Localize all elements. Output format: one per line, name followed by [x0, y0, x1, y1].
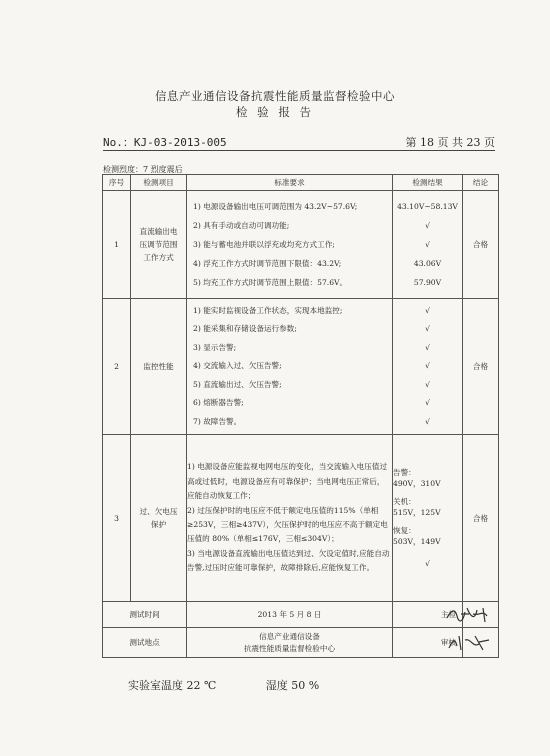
reviewer-label: 审核: [393, 628, 463, 658]
row-conclusion: 合格: [463, 191, 499, 299]
recover-label: 恢复：: [393, 525, 416, 535]
org-title: 信息产业通信设备抗震性能质量监督检验中心: [155, 89, 395, 103]
result-value: 57.90V: [413, 278, 442, 287]
result-value: √: [425, 398, 430, 408]
row-seq: 3: [103, 435, 131, 602]
lab-temperature: 实验室温度 22 ℃: [128, 679, 217, 692]
header-requirements: 标准要求: [187, 175, 393, 191]
row-seq: 2: [103, 299, 131, 435]
lab-humidity: 湿度 50 %: [265, 679, 320, 692]
row-results: [393, 191, 463, 299]
row-item: 过、欠电压保护: [131, 435, 187, 602]
test-time-row: [103, 602, 499, 628]
inspector-label: 主检: [393, 602, 463, 628]
table-row: [103, 435, 499, 602]
requirement-line: 4) 交流输入过、欠压告警;: [193, 361, 282, 371]
test-place-line1: 信息产业通信设备: [259, 631, 320, 641]
header-result: 检测结果: [393, 175, 463, 191]
alarm-result: [393, 467, 462, 490]
page-info: 第 18 页 共 23 页: [405, 136, 495, 149]
table-row: [103, 299, 499, 435]
result-value: 43.10V~58.13V: [397, 202, 458, 211]
row-conclusion: 合格: [463, 299, 499, 435]
requirement-line: 2) 具有手动或自动可调功能;: [193, 221, 290, 230]
requirement-line: 7) 故障告警。: [193, 416, 242, 426]
lab-conditions: [128, 677, 319, 693]
inspection-table: [102, 174, 499, 658]
requirement-paragraph: 3) 当电源设备直流输出电压值达到过、欠设定值时,应能自动告警,过压时应能可靠保护，故障排除后,应能恢复工作。: [187, 548, 390, 573]
result-value: 43.06V: [413, 259, 442, 268]
report-number: No.：KJ-03-2013-005: [103, 136, 227, 149]
result-value: √: [425, 342, 430, 352]
row-seq: 1: [103, 191, 131, 299]
result-value: √: [425, 240, 430, 249]
signature-icon: [445, 632, 495, 654]
shutdown-result: [393, 496, 462, 519]
alarm-values: 490V，310V: [393, 479, 441, 489]
row-requirements: [187, 435, 393, 602]
row-requirements: [187, 299, 393, 435]
requirement-line: 1) 电源设备输出电压可调范围为 43.2V~57.6V;: [193, 202, 358, 211]
result-value: √: [425, 306, 430, 316]
table-header-row: [103, 175, 499, 191]
row-conclusion: 合格: [463, 435, 499, 602]
check-mark: √: [425, 558, 430, 568]
report-title: 检 验 报 告: [236, 105, 314, 119]
inspector-signature: [463, 602, 499, 628]
result-value: √: [425, 324, 430, 334]
row-results: [393, 299, 463, 435]
test-intensity: 检测烈度：7 烈度震后: [103, 165, 183, 174]
table-row: [103, 191, 499, 299]
result-value: √: [425, 361, 430, 371]
result-value: √: [425, 221, 430, 230]
row-results: [393, 435, 463, 602]
test-time-value: 2013 年 5 月 8 日: [187, 602, 393, 628]
requirement-paragraph: 2) 过压保护时的电压应不低于额定电压值的115%（单相≥253V，三相≥437V），欠压保护时的电压应不高于额定电压值的 80%（单相≤176V，三相≤304V）；: [187, 505, 388, 544]
result-value: √: [425, 379, 430, 389]
test-place-line2: 抗震性能质量监督检验中心: [243, 643, 336, 653]
requirement-line: 6) 熔断器告警;: [193, 398, 244, 408]
report-header-row: [103, 134, 495, 148]
requirement-line: 3) 能与蓄电池并联以浮充或均充方式工作;: [193, 240, 335, 249]
shutdown-values: 515V，125V: [393, 508, 441, 518]
requirement-line: 4) 浮充工作方式时调节范围下限值：43.2V;: [193, 259, 342, 268]
row-requirements: [187, 191, 393, 299]
header-item: 检测项目: [131, 175, 187, 191]
header-seq: 序号: [103, 175, 131, 191]
shutdown-label: 关机：: [393, 496, 416, 506]
row-item: 监控性能: [131, 299, 187, 435]
result-value: √: [425, 416, 430, 426]
requirement-paragraph: 1) 电源设备应能监视电网电压的变化，当交流输入电压值过高或过低时，电源设备应有可靠保护；当电网电压正常后，应能自动恢复工作；: [187, 462, 388, 501]
header-conclusion: 结论: [463, 175, 499, 191]
test-place-row: [103, 628, 499, 658]
test-place-label: 测试地点: [103, 628, 187, 658]
signature-icon: [443, 604, 497, 626]
header-divider: [103, 150, 495, 151]
test-place-value: [187, 628, 393, 658]
requirement-line: 5) 均充工作方式时调节范围上限值：57.6V。: [193, 278, 348, 287]
row-item: 直流输出电压调节范围工作方式: [131, 191, 187, 299]
recover-result: [393, 525, 462, 548]
requirement-line: 5) 直流输出过、欠压告警;: [193, 379, 282, 389]
reviewer-signature: [463, 628, 499, 658]
requirement-line: 3) 显示告警;: [193, 342, 237, 352]
requirement-line: 2) 能采集和存储设备运行参数;: [193, 324, 297, 334]
test-time-label: 测试时间: [103, 602, 187, 628]
recover-values: 503V，149V: [393, 537, 441, 547]
requirement-line: 1) 能实时监视设备工作状态，实现本地监控;: [193, 306, 343, 316]
alarm-label: 告警：: [393, 467, 416, 477]
